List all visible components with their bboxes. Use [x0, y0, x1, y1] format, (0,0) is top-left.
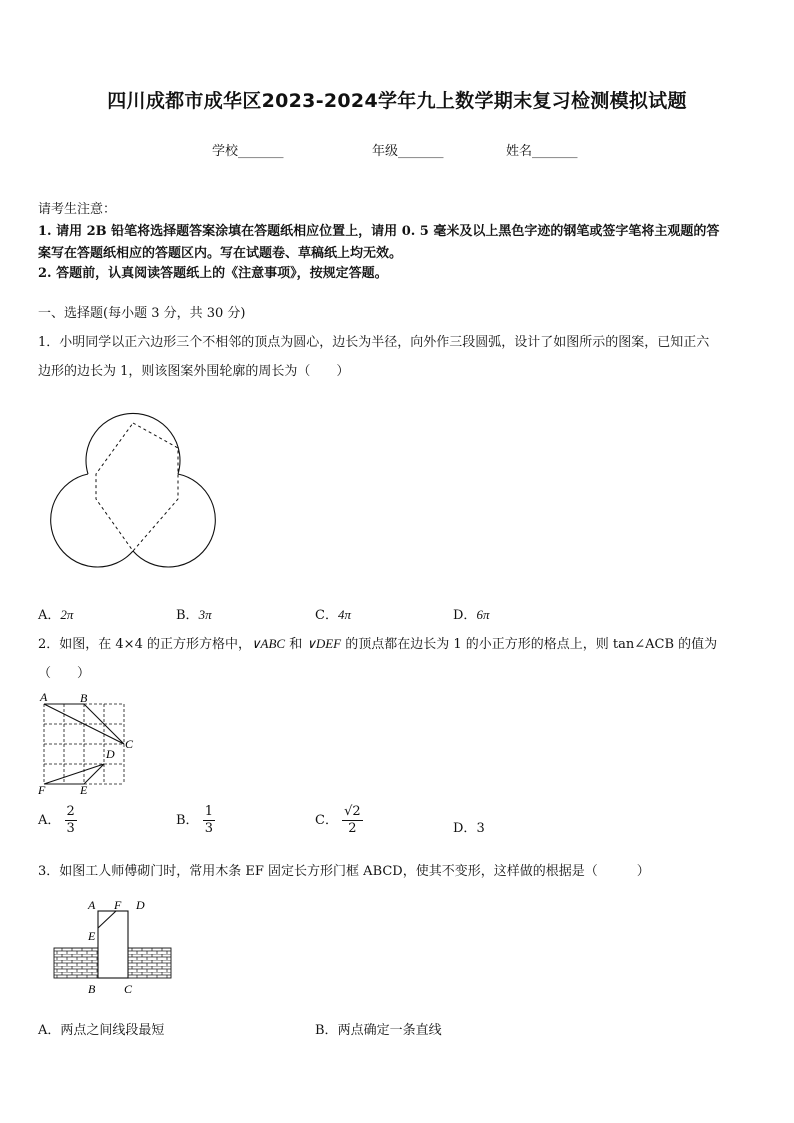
triangle-def: ∨DEF — [306, 636, 342, 651]
label-d: D — [136, 898, 145, 912]
label-c: C — [125, 737, 134, 751]
triangle-def-shape — [44, 764, 104, 784]
label-b: B — [80, 691, 88, 705]
left-brick-wall — [54, 948, 98, 978]
label-b: B — [88, 982, 96, 996]
notice-item-2: 2. 答题前，认真阅读答题纸上的《注意事项》，按规定答题。 — [38, 266, 388, 281]
grade-field[interactable]: 年级_______ — [372, 144, 444, 159]
label-a: A — [40, 690, 48, 704]
left-arc — [51, 474, 133, 567]
door-frame-abcd — [98, 911, 128, 978]
hexagon-dashed — [96, 423, 178, 551]
label-d: D — [106, 747, 115, 761]
q3-text-line-1: 3．如图工人师傅砌门时，常用木条 EF 固定长方形门框 ABCD，使其不变形，这样做的根据是（ ） — [38, 864, 650, 879]
q3-door-frame-figure — [50, 894, 175, 998]
label-a: A — [88, 898, 96, 912]
q3-option-a[interactable]: A．两点之间线段最短 — [38, 1023, 165, 1038]
label-c: C — [124, 982, 133, 996]
q2-option-c[interactable]: C． $\frac{√2}{2}$ — [315, 804, 361, 836]
q2-option-a[interactable]: A． $\frac{2}{3}$ — [38, 804, 75, 836]
q1-hexagon-circles-figure — [40, 400, 235, 582]
q3-option-b[interactable]: B．两点确定一条直线 — [315, 1023, 442, 1038]
q2-grid-figure — [38, 690, 138, 795]
notice-item-1-line-1: 1. 请用 2B 铅笔将选择题答案涂填在答题纸相应位置上，请用 0. 5 毫米及以上黑色字迹的钢笔或签字笔将主观题的答 — [38, 224, 720, 239]
label-e: E — [88, 929, 96, 943]
label-f: F — [38, 783, 46, 795]
q1-text-line-2: 边形的边长为 1，则该图案外围轮廓的周长为（ ） — [38, 364, 350, 379]
page-title: 四川成都市成华区2023-2024学年九上数学期末复习检测模拟试题 — [107, 90, 687, 112]
q2-text-line-1: 2．如图，在 4×4 的正方形方格中，∨ABC 和 ∨DEF 的顶点都在边长为 1 的小正方形的格点上，则 tan∠ACB 的值为 — [38, 636, 718, 652]
name-field[interactable]: 姓名_______ — [506, 144, 578, 159]
q2-text-line-2: （ ） — [38, 666, 91, 681]
q1-option-d[interactable]: D．6π — [453, 607, 490, 623]
section-heading: 一、选择题(每小题 3 分，共 30 分) — [38, 306, 246, 321]
right-arc — [133, 474, 215, 567]
label-f: F — [114, 898, 122, 912]
triangle-abc: ∨ABC — [250, 636, 286, 651]
label-e: E — [80, 783, 88, 795]
right-brick-wall — [128, 948, 171, 978]
q1-option-b[interactable]: B．3π — [176, 607, 212, 623]
q1-text-line-1: 1．小明同学以正六边形三个不相邻的顶点为圆心，边长为半径，向外作三段圆弧，设计了如图所示的图案，已知正六 — [38, 335, 710, 350]
school-field[interactable]: 学校_______ — [212, 144, 284, 159]
q2-option-b[interactable]: B． $\frac{1}{3}$ — [176, 804, 213, 836]
q1-option-a[interactable]: A．2π — [38, 607, 74, 623]
notice-heading: 请考生注意： — [38, 202, 117, 217]
q1-option-c[interactable]: C．4π — [315, 607, 351, 623]
q2-option-d[interactable]: D．3 — [453, 821, 485, 836]
notice-item-1-line-2: 案写在答题纸相应的答题区内。写在试题卷、草稿纸上均无效。 — [38, 246, 403, 261]
top-arc — [86, 413, 180, 474]
